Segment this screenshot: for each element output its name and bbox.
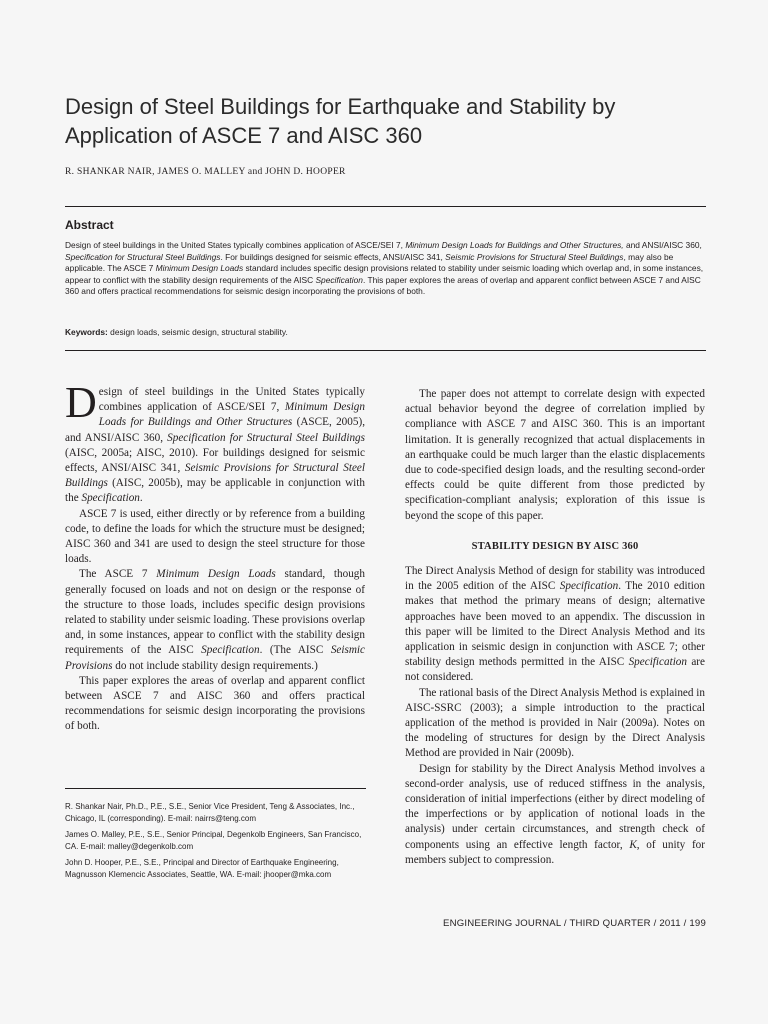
drop-cap: D bbox=[65, 378, 97, 427]
body-column-left bbox=[65, 378, 365, 735]
author-footnotes bbox=[65, 801, 366, 885]
keywords bbox=[65, 327, 288, 337]
footnote-hooper: John D. Hooper, P.E., S.E., Principal and Director of Earthquake Engineering, Magnusson Klemencic Associates, Seattle, WA. E-mail: jhooper@mka.com bbox=[65, 858, 339, 879]
stability-paragraph-2: The rational basis of the Direct Analysis Method is explained in AISC-SSRC (2003); a simple introduction to the practical application of the method is provided in Nair (2009a). Notes on the modeling of structures for design by the Direct Analysis Method are provided in Nair (2009b). bbox=[405, 686, 705, 760]
stability-paragraph-1: The Direct Analysis Method of design for stability was introduced in the 2005 edition of the AISC Specification. The 2010 edition makes that method the primary means of design; alternative approaches have been moved to an appendix. The discussion in this paper will be limited to the Direct Analysis Method and its application in seismic design in conjunction with ASCE 7; other stability design methods permitted in the AISC Specification are not considered. bbox=[405, 565, 705, 684]
section-heading: STABILITY DESIGN BY AISC 360 bbox=[471, 540, 639, 552]
abstract-text: Design of steel buildings in the United States typically combines application of ASCE/SEI 7, Minimum Design Loads for Buildings and Other Structures, and ANSI/AISC 360, Specification for Structural Steel Buildings. For buildings designed for seismic effects, ANSI/AISC 341, Seismic Provisions for Structural Steel Buildings, may also be applicable. The ASCE 7 Minimum Design Loads standard includes specific design provisions related to stability under seismic loading which overlap and, in some instances, appear to conflict with the stability design requirements of the AISC Specification. This paper explores the areas of overlap and apparent conflict between ASCE 7 and AISC 360 and offers practical recommendations for seismic design incorporating the provisions of both. bbox=[65, 240, 704, 297]
footnote-malley: James O. Malley, P.E., S.E., Senior Principal, Degenkolb Engineers, San Francisco, CA. E-mail: malley@degenkolb.com bbox=[65, 830, 362, 851]
abstract-bottom-rule bbox=[65, 350, 706, 351]
scope-paragraph: The paper does not attempt to correlate design with expected actual behavior beyond the degree of correlation implied by compliance with ASCE 7 and AISC 360. This is an important limitation. It is generally recognized that actual displacements in an earthquake could be much larger than the elastic displacements due to code-specified design loads, and the resulting second-order effects could be quite different from those predicted by specification-compliant analysis; exploration of this issue is beyond the scope of this paper. bbox=[405, 388, 705, 522]
footnote-rule bbox=[65, 788, 366, 789]
body-column-right bbox=[405, 387, 705, 868]
journal-footer: ENGINEERING JOURNAL / THIRD QUARTER / 2011 / 199 bbox=[442, 918, 706, 929]
intro-paragraph-4: This paper explores the areas of overlap and apparent conflict between ASCE 7 and AISC 360 and offers practical recommendations for seismic design incorporating the provisions of both. bbox=[65, 674, 365, 733]
keywords-label: Keywords: bbox=[65, 327, 108, 337]
footnote-nair: R. Shankar Nair, Ph.D., P.E., S.E., Senior Vice President, Teng & Associates, Inc., Chicago, IL (corresponding). E-mail: nairrs@teng.com bbox=[65, 802, 355, 823]
intro-paragraph-2: ASCE 7 is used, either directly or by reference from a building code, to define the loads for which the structure must be designed; AISC 360 and 341 are used to design the steel structure for those loads. bbox=[65, 507, 365, 566]
stability-paragraph-3: Design for stability by the Direct Analysis Method involves a second-order analysis, use of reduced stiffness in the analysis, consideration of initial imperfections (either by direct modeling of the imperfections or by application of notional loads in the analysis) under certain circumstances, and strength check of components using an effective length factor, K, of unity for members subject to compression. bbox=[405, 762, 705, 866]
intro-paragraph-1: Design of steel buildings in the United States typically combines application of ASCE/SEI 7, Minimum Design Loads for Buildings and Other Structures (ASCE, 2005), and ANSI/AISC 360, Specification for Structural Steel Buildings (AISC, 2005a; AISC, 2010). For buildings designed for seismic effects, ANSI/AISC 341, Seismic Provisions for Structural Steel Buildings (AISC, 2005b), may be applicable in conjunction with the Specification. bbox=[65, 378, 365, 505]
intro-paragraph-3: The ASCE 7 Minimum Design Loads standard, though generally focused on loads and not on design or the response of the structure to those loads, includes specific design provisions related to stability under seismic loading. These provisions overlap and, in some instances, appear to conflict with the stability design requirements of the AISC Specification. (The AISC Seismic Provisions do not include stability design requirements.) bbox=[65, 568, 365, 672]
paper-title: Design of Steel Buildings for Earthquake and Stability by Application of ASCE 7 and AISC 360 bbox=[65, 94, 616, 148]
abstract-heading: Abstract bbox=[65, 218, 114, 232]
abstract-top-rule bbox=[65, 206, 706, 207]
author-line: R. SHANKAR NAIR, JAMES O. MALLEY and JOHN D. HOOPER bbox=[65, 167, 346, 177]
keywords-text: design loads, seismic design, structural stability. bbox=[107, 327, 288, 337]
